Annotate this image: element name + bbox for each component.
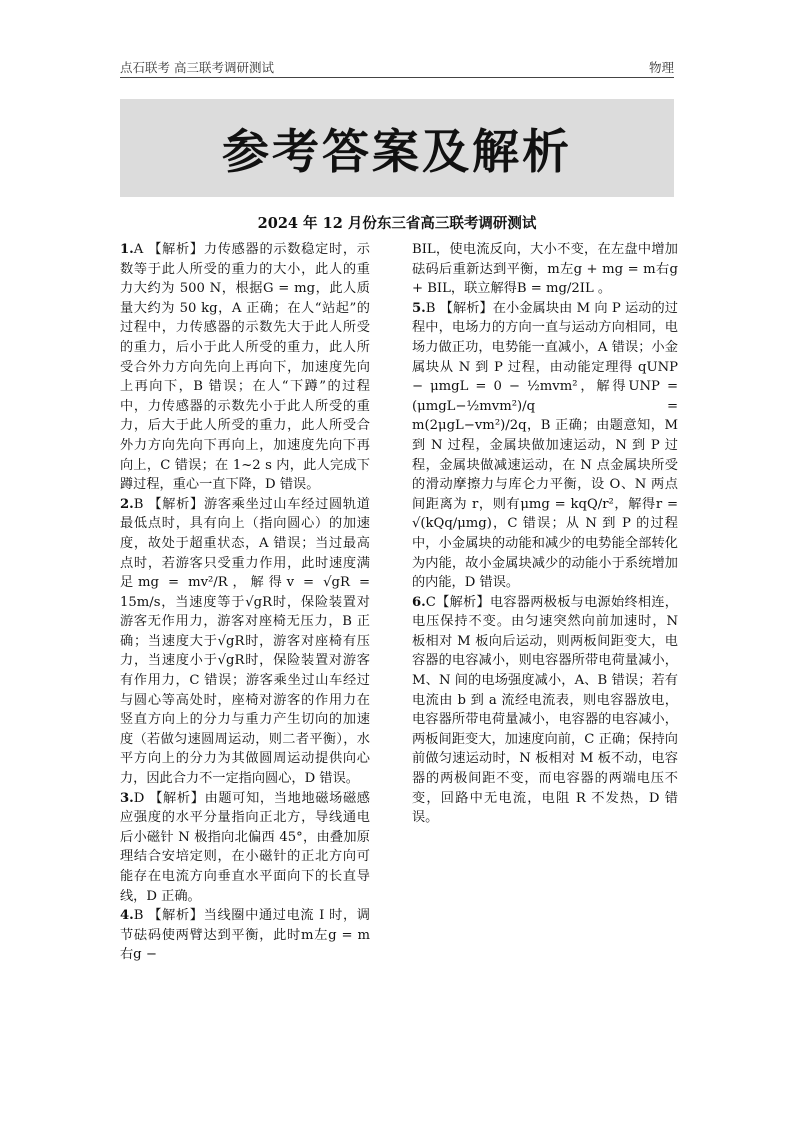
answer-2 <box>120 495 370 789</box>
right-column <box>412 240 678 828</box>
answer-number: 4. <box>120 908 134 924</box>
answer-body: BIL，使电流反向，大小不变，在左盘中增加砝码后重新达到平衡，m左g + mg = m右g + BIL，联立解得B = mg/2IL 。 <box>412 242 678 297</box>
left-column <box>120 240 370 965</box>
answer-number: 2. <box>120 496 134 512</box>
answer-6 <box>412 593 678 828</box>
title-banner <box>120 99 674 197</box>
page-title: 参考答案及解析 <box>222 124 572 180</box>
answer-body: D 【解析】由题可知，当地地磁场磁感应强度的水平分量指向正北方，导线通电后小磁针 N 极指向北偏西 45°，由叠加原理结合安培定则，在小磁针的正北方向可能存在电流方向垂直水平面向下的长直导线，D 正确。 <box>120 790 370 904</box>
answer-4-continued <box>412 240 678 299</box>
answer-body: B 【解析】当线圈中通过电流 I 时，调节砝码使两臂达到平衡，此时m左g = m右g − <box>120 908 370 963</box>
answer-body: B 【解析】游客乘坐过山车经过圆轨道最低点时，具有向上（指向圆心）的加速度，故处于超重状态，A 错误；当过最高点时，若游客只受重力作用，此时速度满足mg = mv²/R，解得v = √gR = 15m/s，当速度等于√gR时，保险装置对游客无作用力，游客对座椅无压力，B 正确；当速度大于√gR时，游客对座椅有压力，当速度小于√gR时，保险装置对游客有作用力，C 错误；游客乘坐过山车经过与圆心等高处时，座椅对游客的作用力在竖直方向上的分力与重力产生切向的加速度（若做匀速圆周运动，则二者平衡），水平方向上的分力为其做圆周运动提供向心力，因此合力不一定指向圆心，D 错误。 <box>120 496 370 787</box>
answer-number: 1. <box>120 242 134 257</box>
header-subject: 物理 <box>648 60 674 75</box>
answer-number: 6. <box>412 594 426 610</box>
answer-body: A 【解析】力传感器的示数稳定时，示数等于此人所受的重力的大小，此人的重力大约为 500 N，根据G = mg，此人质量大约为 50 kg，A 正确；在人“站起”的过程中，力传感器的示数先大于此人所受的重力，后小于此人所受的重力，此人所受合外力方向先向上再向下，加速度先向上再向下，B 错误；在人“下蹲”的过程中，力传感器的示数先小于此人所受的重力，后大于此人所受的重力，此人所受合外力方向先向下再向上，加速度先向下再向上，C 错误；在 1~2 s 内，此人完成下蹲过程，重心一直下降，D 错误。 <box>120 242 370 493</box>
answer-body: B 【解析】在小金属块由 M 向 P 运动的过程中，电场力的方向一直与运动方向相同，电场力做正功，电势能一直减小，A 错误；小金属块从 N 到 P 过程，由动能定理得 qUNP − μmgL = 0 − ½mvm²，解得UNP = (μmgL−½mvm²)/q = m(2μgL−vm²)/2q，B 正确；由题意知，M 到 N 过程，金属块做加速运动，N 到 P 过程，金属块做减速运动，在 N 点金属块所受的滑动摩擦力与库仑力平衡，设 O、N 两点间距离为 r，则有μmg = kqQ/r²，解得r = √(kQq/μmg)，C 错误；从 N 到 P 的过程中，小金属块的动能和减少的电势能全部转化为内能，故小金属块减少的动能小于系统增加的内能，D 错误。 <box>412 300 678 591</box>
header-left: 点石联考 高三联考调研测试 <box>120 60 274 75</box>
answer-5 <box>412 299 678 593</box>
answer-number: 3. <box>120 790 134 806</box>
answer-3 <box>120 789 370 907</box>
page-header <box>120 57 674 78</box>
exam-subtitle: 2024 年 12 月份东三省高三联考调研测试 <box>257 215 537 232</box>
answer-4 <box>120 906 370 965</box>
answer-body: C【解析】电容器两极板与电源始终相连，电压保持不变。由匀速突然向前加速时，N 板相对 M 板向后运动，则两板间距变大，电容器的电容减小，则电容器所带电荷量减小，M、N 间的电场强度减小，A、B 错误；若有电流由 b 到 a 流经电流表，则电容器放电，电容器所带电荷量减小，电容器的电容减小，两板间距变大，加速度向前，C 正确；保持向前做匀速运动时，N 板相对 M 板不动，电容器的两极间距不变，而电容器的两端电压不变，回路中无电流，电阻 R 不发热，D 错误。 <box>412 594 678 826</box>
answer-1 <box>120 240 370 495</box>
answer-number: 5. <box>412 300 426 316</box>
